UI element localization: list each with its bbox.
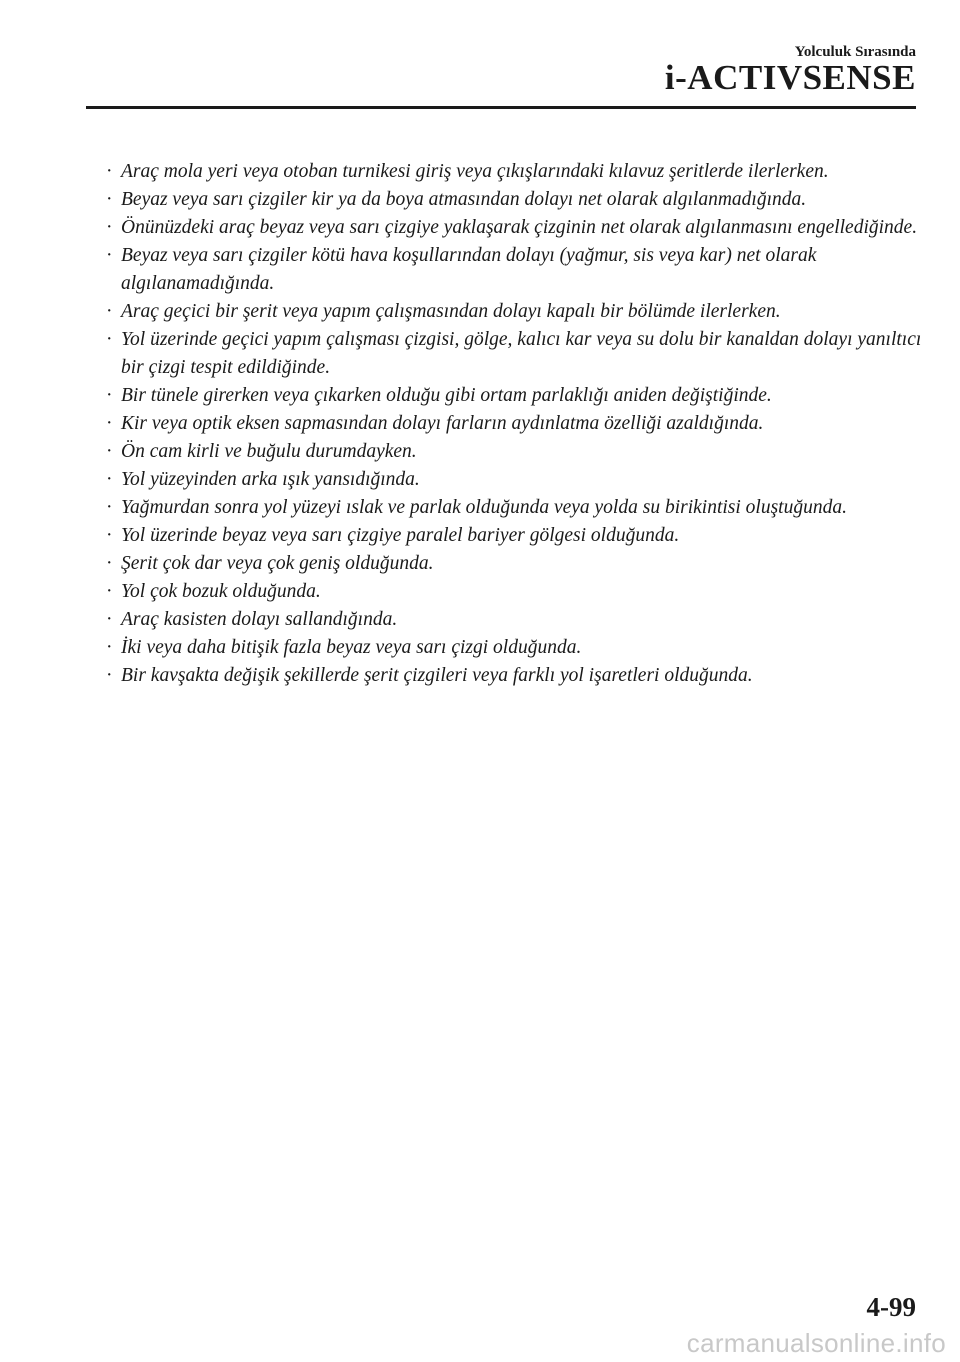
bullet-marker: · (106, 609, 113, 630)
list-item (106, 298, 926, 326)
bullet-marker: · (106, 581, 113, 602)
list-item-text: Beyaz veya sarı çizgiler kir ya da boya atmasından dolayı net olarak algılanmadığında. (121, 189, 807, 210)
bullet-marker: · (106, 385, 113, 406)
list-item (106, 606, 926, 634)
bullet-marker: · (106, 497, 113, 518)
list-item-text: Bir tünele girerken veya çıkarken olduğu gibi ortam parlaklığı aniden değiştiğinde. (121, 385, 772, 406)
bullet-marker: · (106, 161, 113, 182)
bullet-marker: · (106, 441, 113, 462)
section-heading: Yolculuk Sırasında (794, 44, 916, 60)
list-item-text: Yol çok bozuk olduğunda. (121, 581, 321, 602)
header-divider (86, 106, 916, 109)
list-item-text: Şerit çok dar veya çok geniş olduğunda. (121, 553, 434, 574)
list-item (106, 242, 926, 298)
bullet-marker: · (106, 525, 113, 546)
list-item-text: Yol üzerinde geçici yapım çalışması çizgisi, gölge, kalıcı kar veya su dolu bir kanaldan dolayı yanıltıcı bir çizgi tespit edildiğinde. (121, 329, 922, 378)
list-item (106, 522, 926, 550)
bullet-marker: · (106, 217, 113, 238)
list-item (106, 326, 926, 382)
list-item-text: Kir veya optik eksen sapmasından dolayı farların aydınlatma özelliği azaldığında. (121, 413, 764, 434)
list-item (106, 578, 926, 606)
list-item-text: Önünüzdeki araç beyaz veya sarı çizgiye yaklaşarak çizginin net olarak algılanmasını engellediğinde. (121, 217, 918, 238)
list-item (106, 382, 926, 410)
list-item (106, 494, 926, 522)
list-item-text: Araç mola yeri veya otoban turnikesi giriş veya çıkışlarındaki kılavuz şeritlerde ilerlerken. (121, 161, 829, 182)
list-item (106, 662, 926, 690)
list-item-text: Yağmurdan sonra yol yüzeyi ıslak ve parlak olduğunda veya yolda su birikintisi oluştuğunda. (121, 497, 847, 518)
bullet-marker: · (106, 189, 113, 210)
list-item-text: Ön cam kirli ve buğulu durumdayken. (121, 441, 417, 462)
list-item-text: Beyaz veya sarı çizgiler kötü hava koşullarından dolayı (yağmur, sis veya kar) net olarak algılanamadığında. (121, 245, 817, 294)
list-item-text: Araç kasisten dolayı sallandığında. (121, 609, 398, 630)
condition-list (106, 158, 926, 690)
list-item (106, 214, 926, 242)
bullet-marker: · (106, 469, 113, 490)
watermark-link[interactable]: carmanualsonline.info (686, 1328, 946, 1358)
list-item (106, 466, 926, 494)
list-item (106, 438, 926, 466)
list-item-text: İki veya daha bitişik fazla beyaz veya sarı çizgi olduğunda. (121, 637, 582, 658)
bullet-marker: · (106, 301, 113, 322)
bullet-marker: · (106, 329, 113, 350)
list-item (106, 158, 926, 186)
page-number: 4-99 (866, 1292, 916, 1322)
bullet-marker: · (106, 245, 113, 266)
bullet-marker: · (106, 665, 113, 686)
bullet-marker: · (106, 413, 113, 434)
list-item-text: Araç geçici bir şerit veya yapım çalışmasından dolayı kapalı bir bölümde ilerlerken. (121, 301, 781, 322)
bullet-marker: · (106, 637, 113, 658)
list-item-text: Yol üzerinde beyaz veya sarı çizgiye paralel bariyer gölgesi olduğunda. (121, 525, 680, 546)
page-title: i-ACTIVSENSE (664, 58, 916, 97)
list-item (106, 186, 926, 214)
list-item-text: Bir kavşakta değişik şekillerde şerit çizgileri veya farklı yol işaretleri olduğunda. (121, 665, 753, 686)
list-item (106, 550, 926, 578)
list-item (106, 410, 926, 438)
list-item-text: Yol yüzeyinden arka ışık yansıdığında. (121, 469, 420, 490)
list-item (106, 634, 926, 662)
bullet-marker: · (106, 553, 113, 574)
